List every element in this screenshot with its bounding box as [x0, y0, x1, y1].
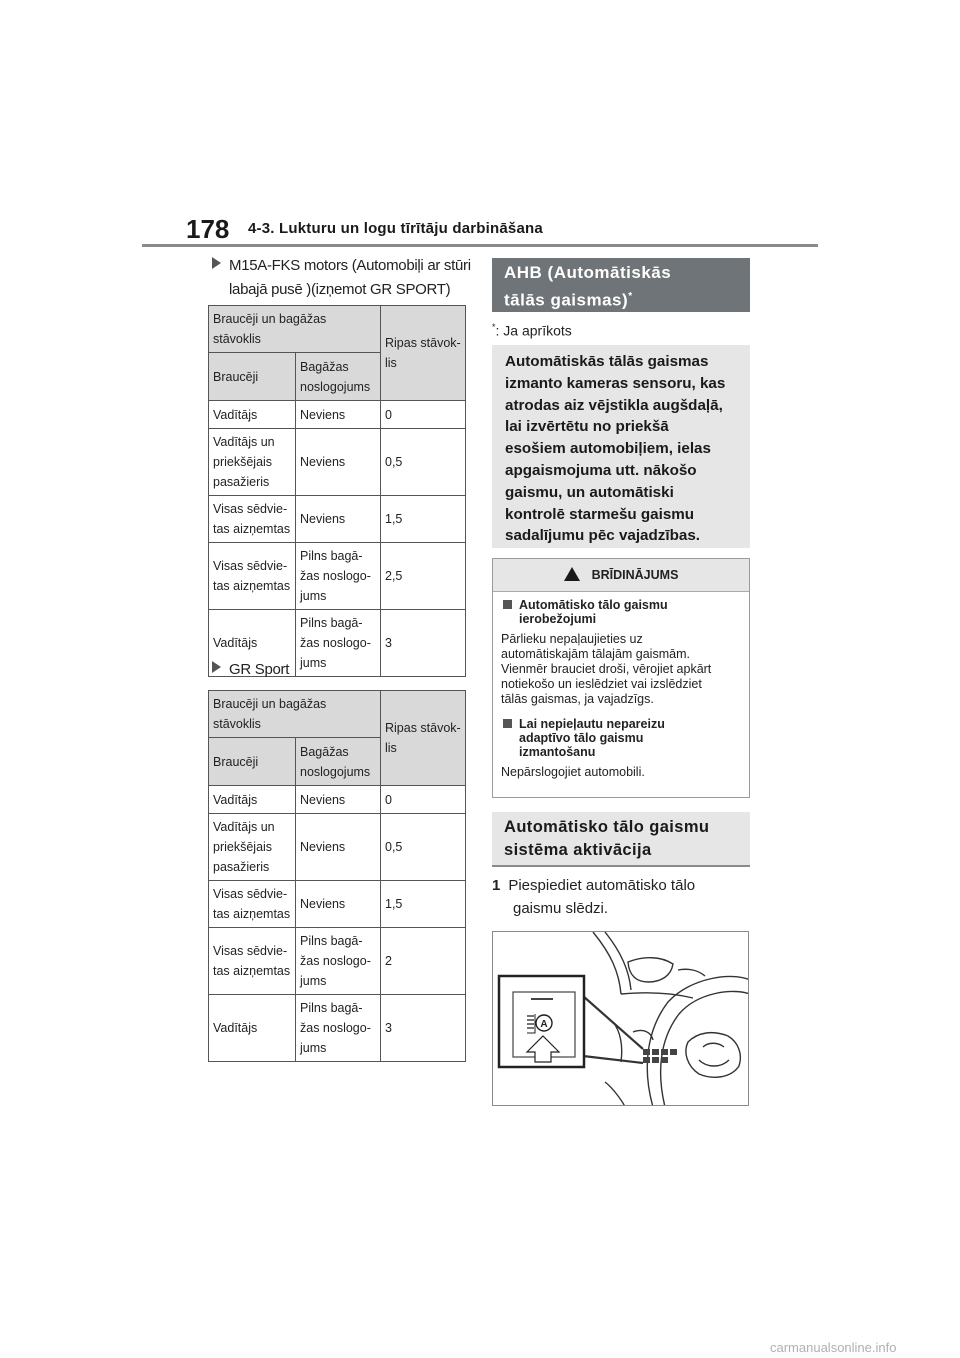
- table-header-occupants: Braucēji: [209, 353, 296, 401]
- page-number: 178: [186, 214, 230, 244]
- load-table-1: [208, 305, 466, 677]
- header-rule: [142, 244, 818, 247]
- heading-line: labajā pusē )(izņemot GR SPORT): [229, 281, 451, 298]
- warning-text: Nepārslogojiet automobili.: [501, 765, 645, 779]
- heading-line: GR Sport: [229, 661, 290, 678]
- engine-variant-heading: [212, 254, 471, 302]
- table-row: Vadītājs Neviens 0: [209, 401, 466, 429]
- gr-sport-heading: [212, 658, 289, 682]
- table-row: Vadītājs Neviens 0: [209, 786, 466, 814]
- warning-subheading: Lai nepieļautu nepareizu adaptīvo tālo gaismu izmantošanu: [501, 717, 741, 759]
- table-header-tire: Ripas stāvok- lis: [381, 306, 466, 401]
- table-row: Visas sēdvie- tas aizņemtas Pilns bagā- žas noslogo- jums 2,5: [209, 543, 466, 610]
- table-row: Visas sēdvie- tas aizņemtas Neviens 1,5: [209, 496, 466, 543]
- heading-line: M15A-FKS motors (Automobiļi ar stūri: [229, 257, 471, 274]
- section-title: 4-3. Lukturu un logu tīrītāju darbināšana: [248, 220, 543, 237]
- table-row: Visas sēdvie- tas aizņemtas Neviens 1,5: [209, 881, 466, 928]
- footnote: *: Ja aprīkots: [492, 322, 572, 339]
- table-header-occupants: Braucēji: [209, 738, 296, 786]
- table-row: Vadītājs Pilns bagā- žas noslogo- jums 3: [209, 610, 466, 677]
- ahb-section-header: AHB (Automātiskās tālās gaismas)*: [492, 258, 750, 312]
- table-header-group: Braucēji un bagāžas stāvoklis: [209, 691, 381, 738]
- table-row: Vadītājs un priekšējais pasažieris Neviens 0,5: [209, 429, 466, 496]
- activation-section-header: Automātisko tālo gaismu sistēma aktivācija: [492, 812, 750, 867]
- warning-box: [492, 558, 750, 798]
- square-bullet-icon: [503, 600, 512, 609]
- table-header-luggage: Bagāžas noslogojums: [296, 738, 381, 786]
- table-header-group: Braucēji un bagāžas stāvoklis: [209, 306, 381, 353]
- load-table-2: [208, 690, 466, 1062]
- ahb-intro-box: Automātiskās tālās gaismas izmanto kameras sensoru, kas atrodas aiz vējstikla augšdaļā, lai izvērtētu no priekšā esošiem automobiļiem, ielas apgaismojuma utt. nākošo gaismu, un automātiski kontrolē starmešu gaismu sadalījumu pēc vajadzības.: [492, 345, 750, 548]
- table-header-luggage: Bagāžas noslogojums: [296, 353, 381, 401]
- svg-text:A: A: [540, 1019, 548, 1030]
- step-1: 1 Piespiediet automātisko tālo gaismu slēdzi.: [492, 877, 696, 917]
- triangle-right-icon: [212, 257, 221, 269]
- dashboard-drawing: [493, 932, 749, 1106]
- switch-illustration: [492, 931, 749, 1106]
- square-bullet-icon: [503, 719, 512, 728]
- triangle-right-icon: [212, 661, 221, 673]
- warning-text: Pārlieku nepaļaujieties uz automātiskajām tālajām gaismām. Vienmēr brauciet droši, vērojiet apkārt notiekošo un ieslēdziet vai izslēdziet tālās gaismas, ja vajadzīgs.: [501, 632, 712, 706]
- table-row: Visas sēdvie- tas aizņemtas Pilns bagā- žas noslogo- jums 2: [209, 928, 466, 995]
- watermark: carmanualsonline.info: [770, 1340, 897, 1355]
- warning-triangle-icon: [564, 567, 580, 581]
- warning-subheading: Automātisko tālo gaismu ierobežojumi: [501, 598, 741, 626]
- warning-title: BRĪDINĀJUMS: [493, 559, 749, 592]
- table-header-tire: Ripas stāvok- lis: [381, 691, 466, 786]
- table-row: Vadītājs Pilns bagā- žas noslogo- jums 3: [209, 995, 466, 1062]
- table-row: Vadītājs un priekšējais pasažieris Neviens 0,5: [209, 814, 466, 881]
